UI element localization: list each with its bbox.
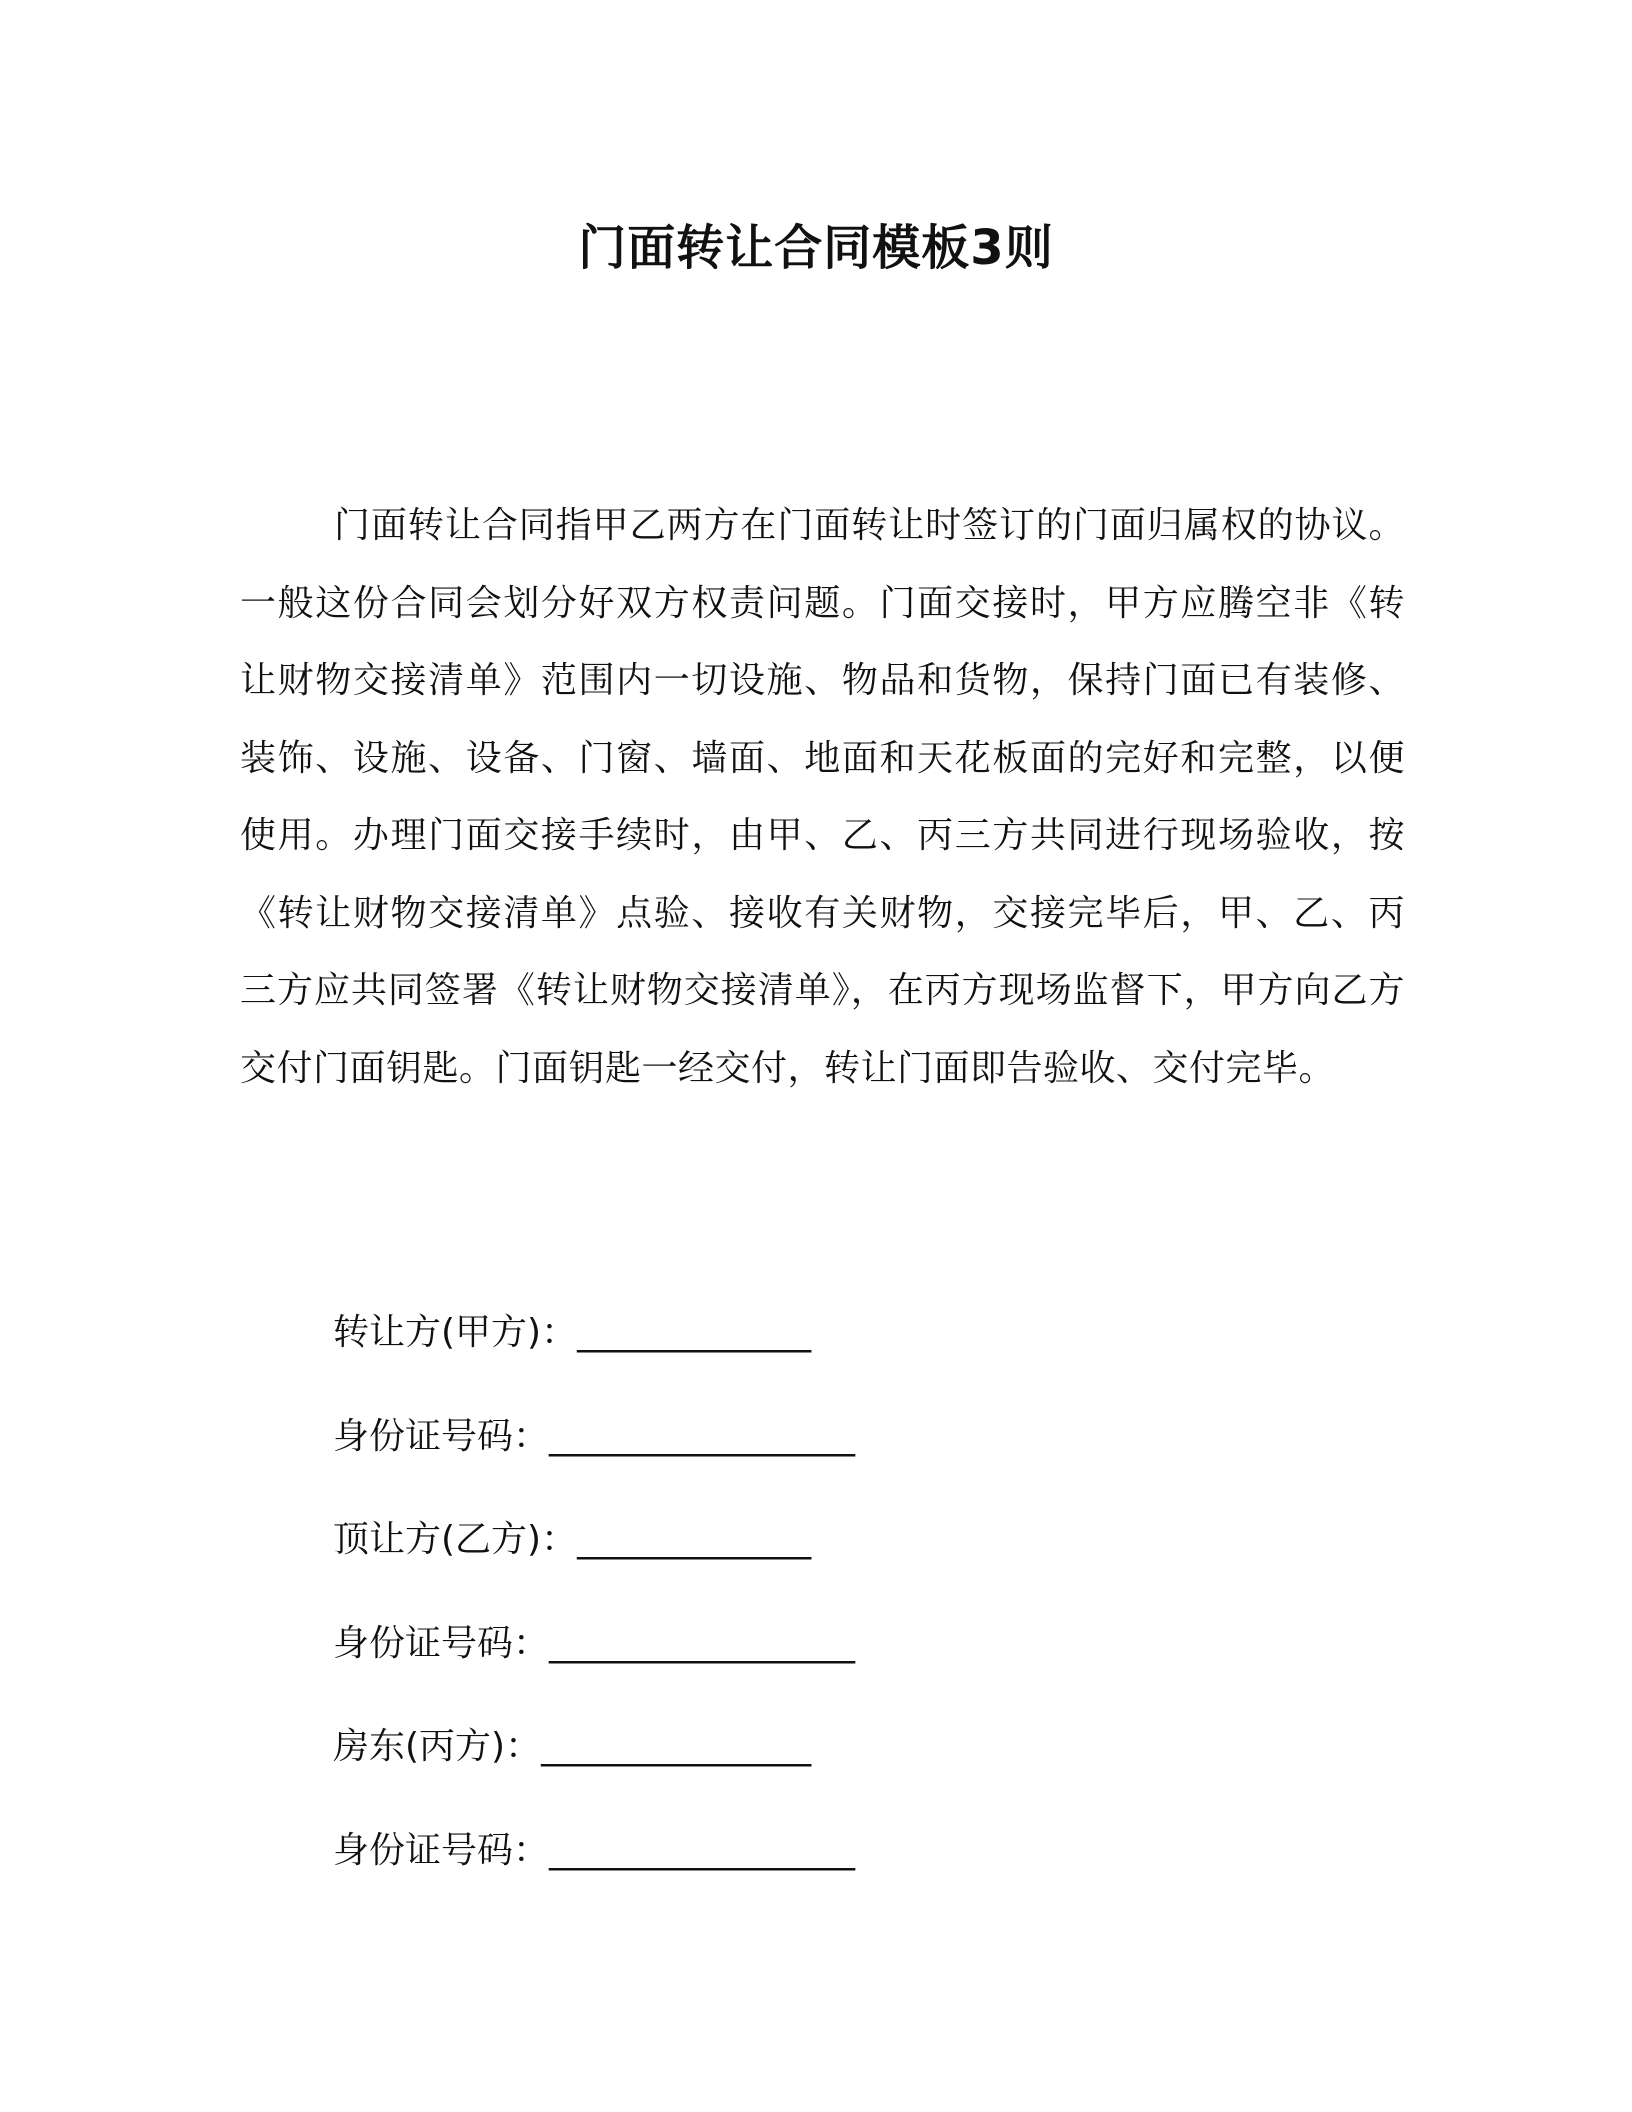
transferor-id-line: 身份证号码：_________________ bbox=[333, 1415, 856, 1457]
transferee-signature-line: 顶让方(乙方)：_____________ bbox=[333, 1519, 812, 1560]
document-title: 门面转让合同模板3则 bbox=[578, 220, 1054, 276]
transferor-signature-line: 转让方(甲方)：_____________ bbox=[333, 1312, 812, 1353]
intro-paragraph: 门面转让合同指甲乙两方在门面转让时签订的门面归属权的协议。一般这份合同会划分好双方权责问题。门面交接时，甲方应腾空非《转让财物交接清单》范围内一切设施、物品和货物，保持门面已有装修、装饰、设施、设备、门窗、墙面、地面和天花板面的完好和完整，以便使用。办理门面交接手续时，由甲、乙、丙三方共同进行现场验收，按《转让财物交接清单》点验、接收有关财物，交接完毕后，甲、乙、丙三方应共同签署《转让财物交接清单》，在丙方现场监督下，甲方向乙方交付门面钥匙。门面钥匙一经交付，转让门面即告验收、交付完毕。 bbox=[240, 505, 1405, 1089]
signature-block bbox=[333, 1303, 1233, 1924]
transferee-id-line: 身份证号码：_________________ bbox=[333, 1622, 856, 1664]
landlord-id-line: 身份证号码：_________________ bbox=[333, 1829, 856, 1871]
landlord-signature-line: 房东(丙方)：_______________ bbox=[333, 1726, 812, 1767]
